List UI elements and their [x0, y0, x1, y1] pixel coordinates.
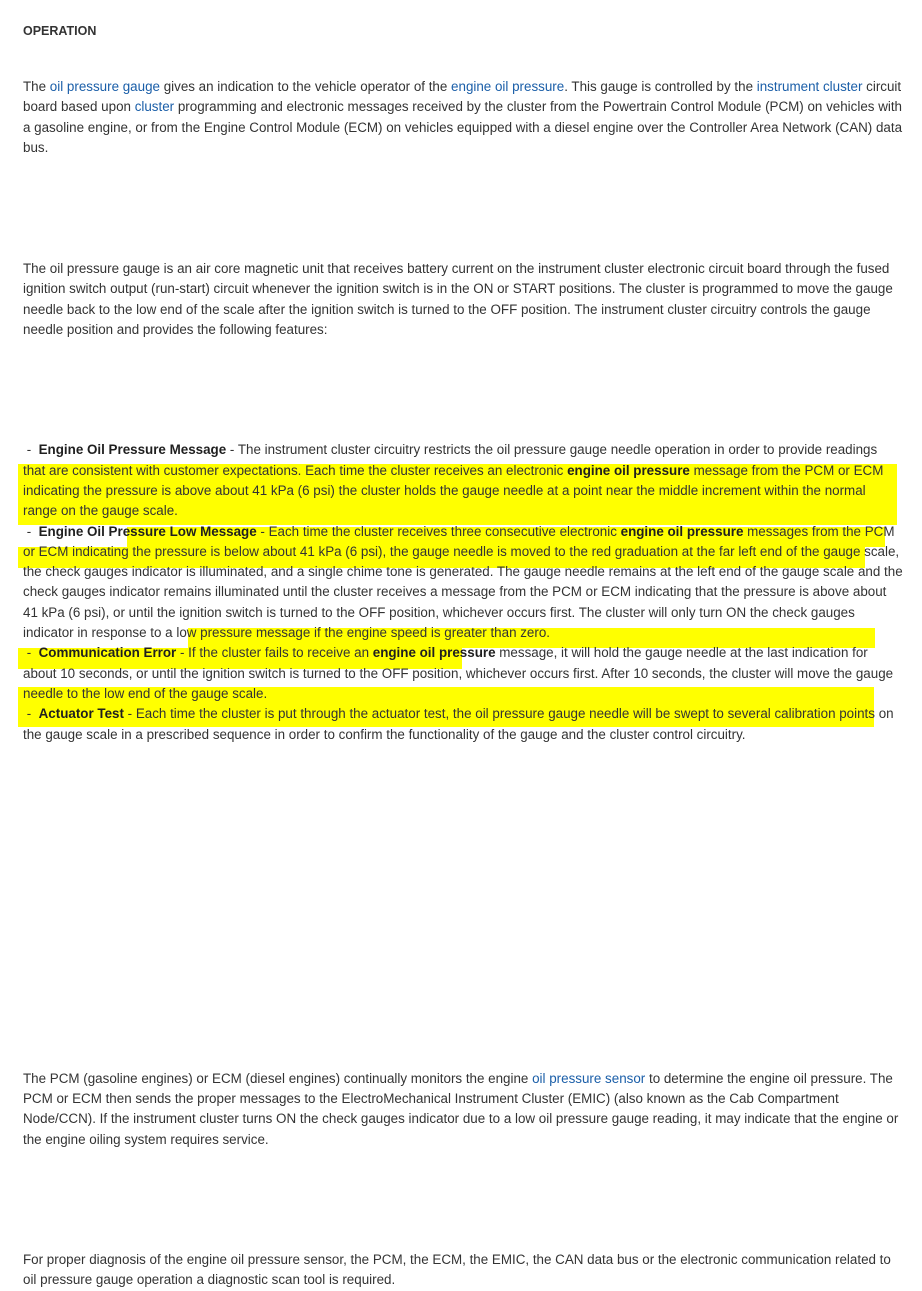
- text: gives an indication to the vehicle operator of the: [159, 79, 452, 94]
- paragraph-diagnosis: For proper diagnosis of the engine oil pressure sensor, the PCM, the ECM, the EMIC, the CAN data bus or the electronic communication related to oil pressure gauge operation a diagnostic scan tool is required.: [23, 1252, 891, 1288]
- list-item-actuator-test: - Actuator Test - Each time the cluster is put through the actuator test, the oil pressure gauge needle will be swept to several calibration points on the gauge scale in a prescribed sequence in order to confirm the functionality of the gauge and the cluster control circuitry.: [23, 706, 894, 742]
- link-cluster[interactable]: cluster: [134, 99, 175, 115]
- text: The: [23, 79, 50, 94]
- paragraph-intro: [23, 77, 903, 158]
- feature-list: [23, 440, 903, 744]
- list-item-oil-pressure-message: - Engine Oil Pressure Message - The instrument cluster circuitry restricts the oil pressure gauge needle operation in order to provide readings that are consistent with customer expectations. Each time the cluster receives an electronic engine oil pressure message from the PCM or ECM indicating the pressure is above about 41 kPa (6 psi) the cluster holds the gauge needle at a point near the middle increment within the normal range on the gauge scale.: [23, 442, 884, 519]
- list-item-oil-pressure-low-message: - Engine Oil Pressure Low Message - Each time the cluster receives three consecutive electronic engine oil pressure messages from the PCM or ECM indicating the pressure is below about 41 kPa (6 psi), the gauge needle is moved to the red graduation at the far left end of the gauge scale, the check gauges indicator is illuminated, and a single chime tone is generated. The gauge needle remains at the left end of the gauge scale and the check gauges indicator remains illuminated until the cluster receives a message from the PCM or ECM indicating that the pressure is above about 41 kPa (6 psi), or until the ignition switch is turned to the OFF position, whichever occurs first. The cluster will only turn ON the check gauges indicator in response to a low pressure message if the engine speed is greater than zero.: [23, 523, 903, 641]
- section-heading: OPERATION: [23, 24, 97, 38]
- link-engine-oil-pressure[interactable]: engine oil pressure: [451, 79, 565, 94]
- text: to determine the engine oil pressure. The PCM or ECM then sends the proper messages to the ElectroMechanical Instrument Cluster (EMIC) (also known as the Cab Compartment Node/CCN).: [23, 1070, 893, 1127]
- text: message from the PCM or ECM indicating the pressure is above about 41 kPa (6 psi) the cluster holds the gauge needle at a point near the middle increment within the normal range on the gauge scale.: [23, 462, 884, 519]
- link-instrument-cluster[interactable]: instrument cluster: [756, 79, 863, 94]
- item-title: Communication Error: [38, 645, 177, 661]
- text: programming and electronic messages received by the cluster from the Powertrain Control Module (PCM) on vehicles with a gasoline engine, or from the Engine Control Module (ECM) on vehicles equipped with a diesel engine over the Controller Area Network (CAN) data bus.: [23, 99, 903, 155]
- item-title: Actuator Test: [38, 706, 124, 722]
- bold-term: engine oil pressure: [620, 523, 744, 539]
- text: circuit board based upon: [23, 79, 902, 115]
- item-title: Engine Oil Pressure Low Message: [38, 523, 257, 539]
- list-item-communication-error: - Communication Error - If the cluster fails to receive an engine oil pressure message, it will hold the gauge needle at the last indication for about 10 seconds, or until the ignition switch is turned to the OFF position, whichever occurs first. After 10 seconds, the cluster will move the gauge needle to the low end of the gauge scale.: [23, 645, 894, 701]
- item-title: Engine Oil Pressure Message: [38, 442, 227, 458]
- text: messages from the PCM or ECM indicating the pressure is below about 41 kPa (6 psi), the gauge needle is moved to the red graduation at the far left end of the gauge scale, the check gauges indicator is illuminated, and a single chime tone is generated. The gauge needle remains at the left end of the gauge scale and the check gauges indicator remains illuminated until the cluster receives a message from the PCM or ECM indicating that the pressure is above about 41 kPa (6 psi), or until the ignition switch is turned to the OFF position, whichever occurs first. The cluster will only turn ON the check gauges indicator in response to a low pressure message if the engine speed is greater than zero.: [23, 523, 903, 641]
- text: - If the cluster fails to receive an: [176, 645, 373, 661]
- text: message, it will hold the gauge needle at the last indication for about 10 seconds, or until the ignition switch is turned to the OFF position, whichever occurs first. After 10 seconds, the cluster will move the gauge needle to the low end of the gauge scale.: [23, 645, 894, 701]
- text: The PCM (gasoline engines) or ECM (diesel engines) continually monitors the engine: [23, 1070, 533, 1086]
- bold-term: engine oil pressure: [372, 645, 496, 661]
- link-oil-pressure-sensor[interactable]: oil pressure sensor: [532, 1070, 646, 1086]
- text: - Each time the cluster is put through the actuator test, the oil pressure gauge needle will be swept to several calibration points on the gauge scale in a prescribed sequence in order to confirm the functionality of the gauge and the cluster control circuitry.: [23, 706, 894, 742]
- paragraph-gauge-description: The oil pressure gauge is an air core magnetic unit that receives battery current on the instrument cluster electronic circuit board through the fused ignition switch output (run-start) circuit whenever the ignition switch is in the ON or START positions. The cluster is programmed to move the gauge needle back to the low end of the scale after the ignition switch is turned to the OFF position. The instrument cluster circuitry controls the gauge needle position and provides the following features:: [23, 261, 893, 338]
- text: - The instrument cluster circuitry restricts the oil pressure gauge needle operation in order to provide readings that are consistent with customer expectations. Each time the cluster receives an electronic: [23, 442, 878, 478]
- text: . This gauge is controlled by the: [564, 79, 757, 94]
- link-oil-pressure-gauge[interactable]: oil pressure gauge: [49, 79, 160, 94]
- highlighted-text: If the instrument cluster turns ON the check gauges indicator due to a low oil pressure gauge reading, it may indicate that the engine or the engine oiling system requires service.: [23, 1111, 899, 1147]
- text: - Each time the cluster receives three consecutive electronic: [256, 523, 621, 539]
- paragraph-sensor-monitoring: [23, 1069, 903, 1150]
- bold-term: engine oil pressure: [567, 462, 690, 478]
